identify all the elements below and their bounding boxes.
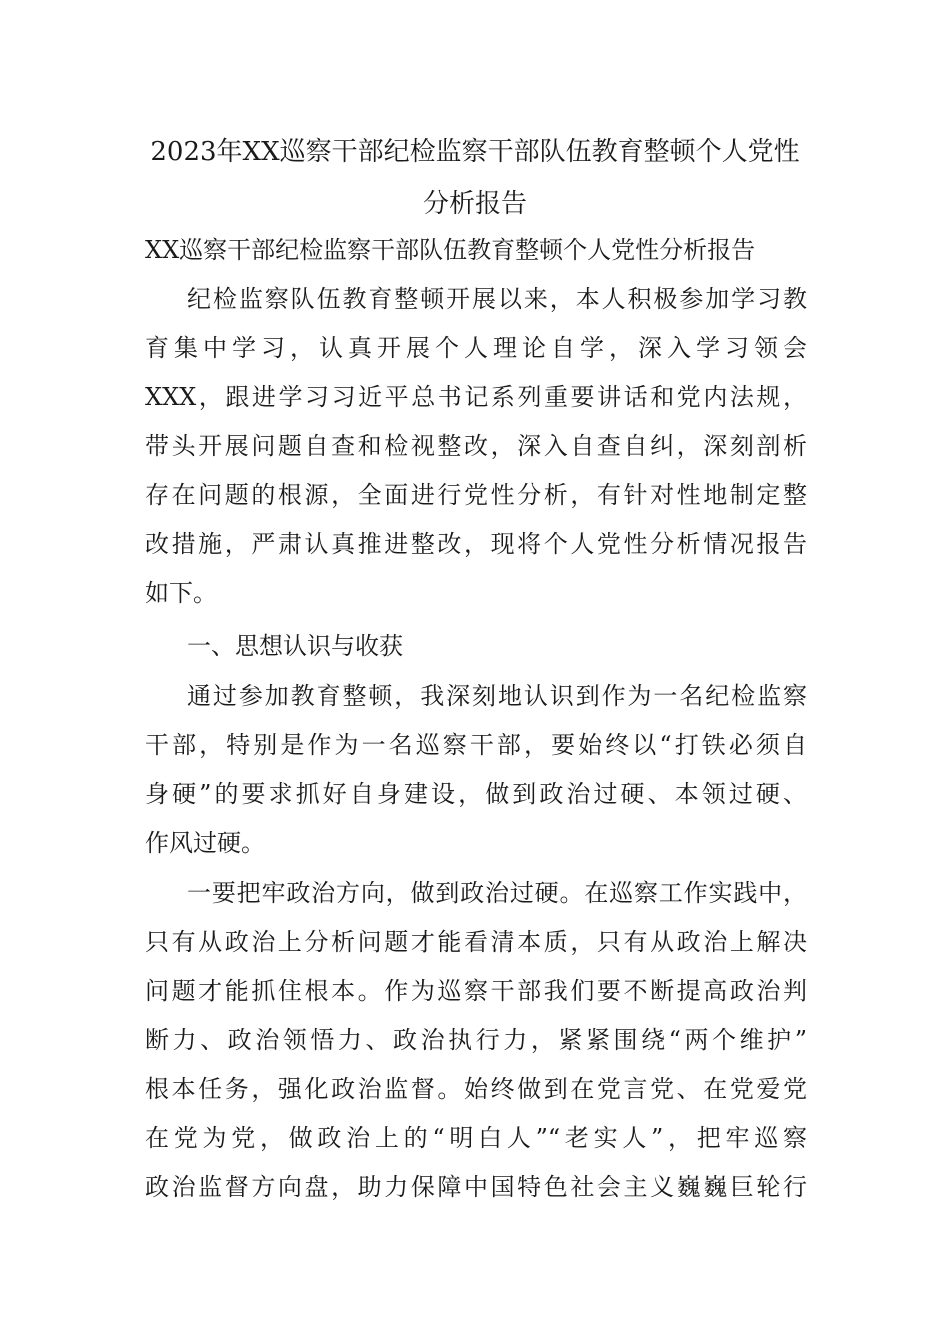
paragraph-line: 在党为党，做政治上的“明白人”“老实人”，把牢巡察	[145, 1124, 807, 1152]
paragraph-line: 如下。	[145, 579, 217, 607]
paragraph-recognition	[145, 672, 807, 868]
paragraph-line: 纪检监察队伍教育整顿开展以来，本人积极参加学习教	[187, 285, 807, 313]
title-line-2: 分析报告	[422, 189, 527, 219]
paragraph-line: 作风过硬。	[145, 829, 265, 857]
paragraph-line: 通过参加教育整顿，我深刻地认识到作为一名纪检监察	[187, 682, 807, 710]
paragraph-line: 身硬”的要求抓好自身建设，做到政治过硬、本领过硬、	[145, 780, 807, 808]
paragraph-political	[145, 869, 807, 1212]
paragraph-line: 政治监督方向盘，助力保障中国特色社会主义巍巍巨轮行	[145, 1173, 807, 1201]
paragraph-line: 带头开展问题自查和检视整改，深入自查自纠，深刻剖析	[145, 432, 807, 460]
paragraph-line: 存在问题的根源，全面进行党性分析，有针对性地制定整	[145, 481, 807, 509]
paragraph-line: 只有从政治上分析问题才能看清本质，只有从政治上解决	[145, 928, 807, 956]
document-title	[110, 126, 840, 230]
paragraph-line: 根本任务，强化政治监督。始终做到在党言党、在党爱党	[145, 1075, 807, 1103]
paragraph-line: XXX，跟进学习习近平总书记系列重要讲话和党内法规，	[145, 383, 807, 411]
paragraph-line: 育集中学习，认真开展个人理论自学，深入学习领会	[145, 334, 807, 362]
document-subtitle: XX巡察干部纪检监察干部队伍教育整顿个人党性分析报告	[145, 236, 756, 264]
paragraph-line: 改措施，严肃认真推进整改，现将个人党性分析情况报告	[145, 530, 807, 558]
paragraph-line: 一要把牢政治方向，做到政治过硬。在巡察工作实践中，	[187, 879, 807, 907]
paragraph-line: 问题才能抓住根本。作为巡察干部我们要不断提高政治判	[145, 977, 807, 1005]
paragraph-intro	[145, 275, 807, 618]
paragraph-line: 断力、政治领悟力、政治执行力，紧紧围绕“两个维护”	[145, 1026, 807, 1054]
section-heading-text: 一、思想认识与收获	[187, 632, 403, 660]
paragraph-line: 干部，特别是作为一名巡察干部，要始终以“打铁必须自	[145, 731, 807, 759]
title-line-1: 2023年XX巡察干部纪检监察干部队伍教育整顿个人党性	[150, 137, 800, 167]
section-heading	[145, 622, 807, 671]
